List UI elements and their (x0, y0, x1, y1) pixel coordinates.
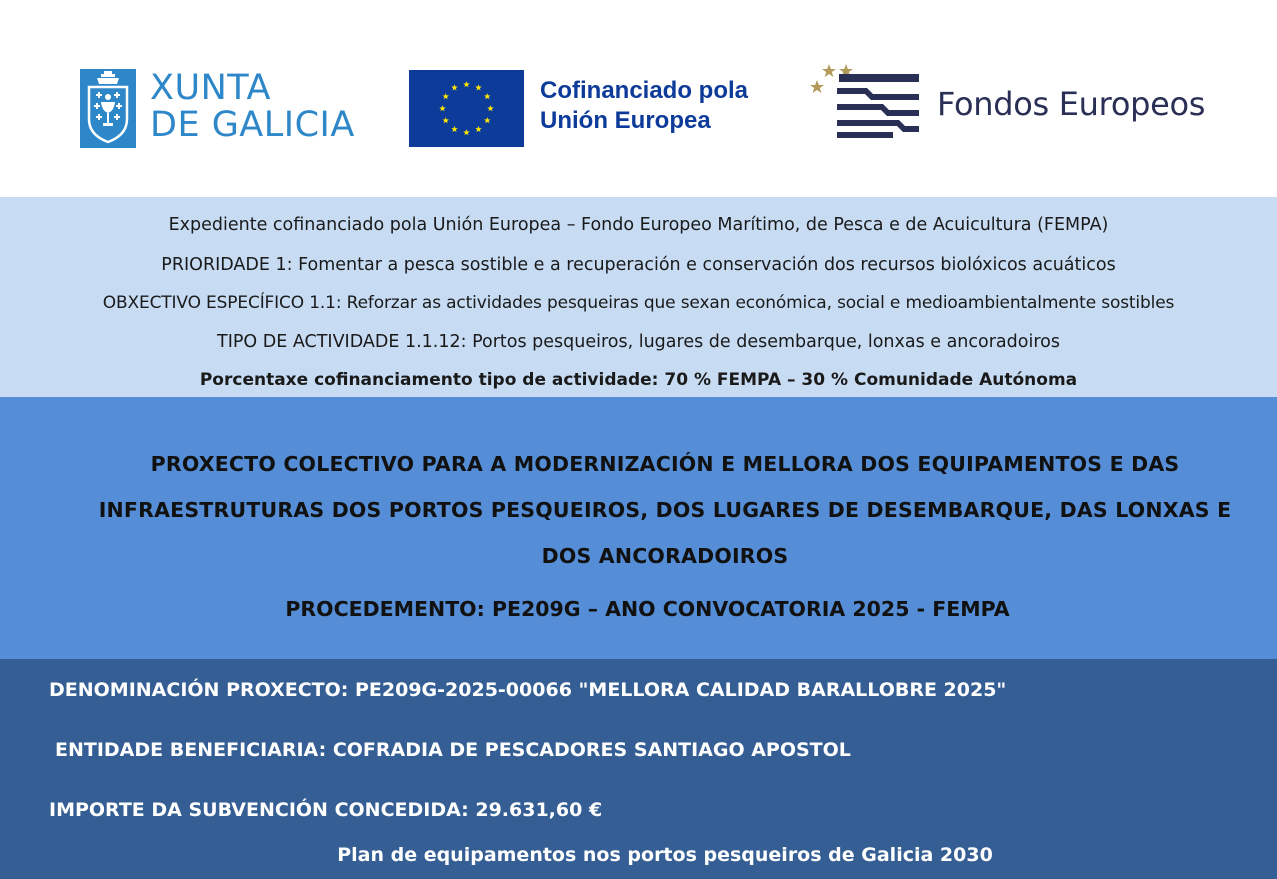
eu-star-icon (475, 126, 481, 132)
project-title-line1: PROXECTO COLECTIVO PARA A MODERNIZACIÓN E MELLORA DOS EQUIPAMENTOS E DAS (150, 452, 1180, 476)
eu-star-icon (484, 93, 490, 99)
info-prioridade: PRIORIDADE 1: Fomentar a pesca sostible e a recuperación e conservación dos recursos biolóxicos acuáticos (161, 255, 1116, 275)
project-title-band (0, 397, 1277, 659)
xunta-line2: DE GALICIA (150, 105, 355, 145)
logo-band (0, 0, 1277, 197)
eu-star-icon (451, 126, 457, 132)
eu-star-icon (484, 117, 490, 123)
project-title-line2: INFRAESTRUTURAS DOS PORTOS PESQUEIROS, DOS LUGARES DE DESEMBARQUE, DAS LONXAS E (98, 498, 1232, 522)
procedure-label: PROCEDEMENTO: PE209G – ANO CONVOCATORIA 2025 - FEMPA (285, 597, 1010, 621)
fondos-europeos-icon (809, 62, 921, 140)
xunta-wordmark (150, 70, 355, 144)
eu-star-icon (439, 105, 445, 111)
eu-star-icon (442, 117, 448, 123)
fondos-europeos-wordmark: Fondos Europeos (937, 85, 1206, 123)
project-beneficiary: ENTIDADE BENEFICIARIA: COFRADIA DE PESCADORES SANTIAGO APOSTOL (55, 739, 851, 761)
cofinancing-info-band (0, 197, 1277, 397)
info-tipo-actividade: TIPO DE ACTIVIDADE 1.1.12: Portos pesqueiros, lugares de desembarque, lonxas e ancoradoiros (217, 332, 1060, 352)
info-porcentaxe: Porcentaxe cofinanciamento tipo de actividade: 70 % FEMPA – 30 % Comunidade Autónoma (199, 370, 1078, 390)
project-title-line3: DOS ANCORADOIROS (541, 544, 789, 568)
eu-star-icon (475, 84, 481, 90)
eu-star-icon (442, 93, 448, 99)
galicia-coat-of-arms-icon (80, 69, 136, 148)
eu-cofinancing-label (540, 76, 748, 136)
eu-star-icon (463, 129, 469, 135)
eu-star-icon (451, 84, 457, 90)
eu-star-icon (487, 105, 493, 111)
project-denomination: DENOMINACIÓN PROXECTO: PE209G-2025-00066 "MELLORA CALIDAD BARALLOBRE 2025" (49, 679, 1007, 701)
xunta-line1: XUNTA (150, 68, 271, 108)
eu-flag-icon (409, 70, 524, 147)
plan-label: Plan de equipamentos nos portos pesqueiros de Galicia 2030 (337, 844, 993, 866)
eu-line2: Unión Europea (540, 107, 711, 134)
info-obxectivo: OBXECTIVO ESPECÍFICO 1.1: Reforzar as actividades pesqueiras que sexan económica, social e medioambientalmente sostibles (102, 293, 1175, 313)
project-details-band (0, 659, 1277, 879)
info-expediente: Expediente cofinanciado pola Unión Europea – Fondo Europeo Marítimo, de Pesca e de Acuicultura (FEMPA) (168, 215, 1109, 235)
project-title (60, 441, 1270, 579)
eu-line1: Cofinanciado pola (540, 77, 749, 104)
eu-star-icon (463, 81, 469, 87)
subsidy-amount: IMPORTE DA SUBVENCIÓN CONCEDIDA: 29.631,60 € (49, 799, 603, 821)
